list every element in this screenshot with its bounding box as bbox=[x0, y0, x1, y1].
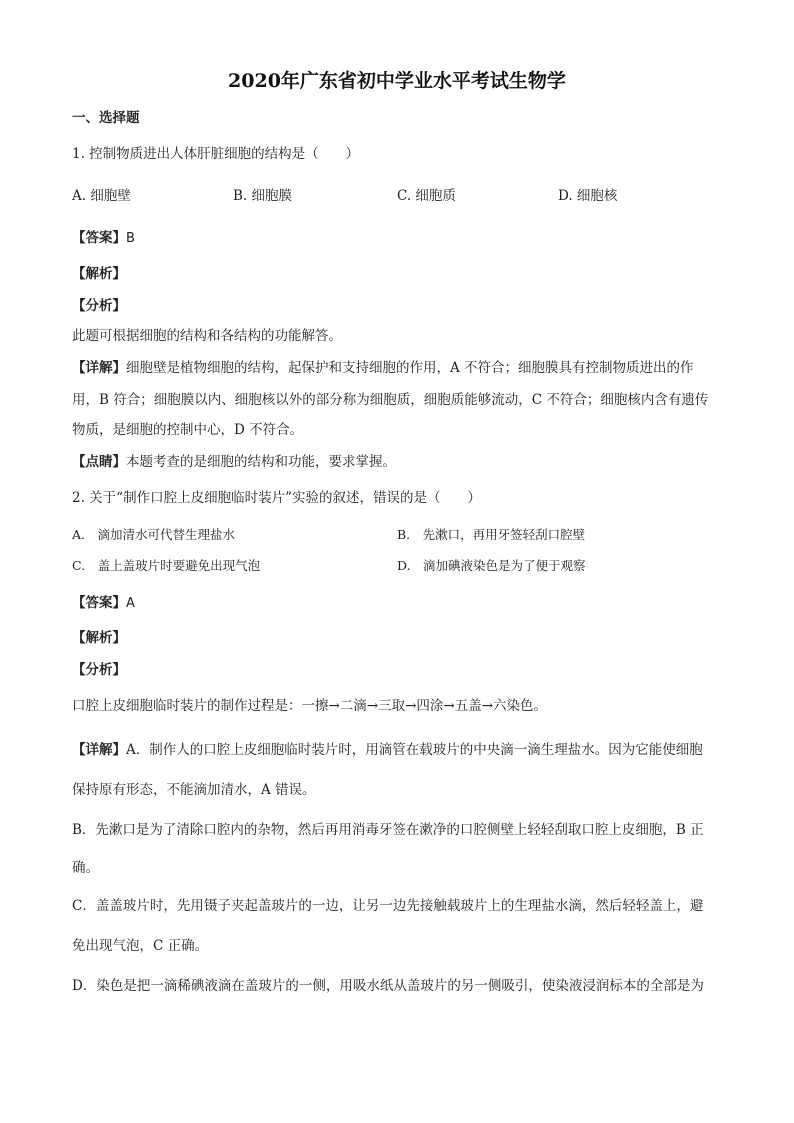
q1-detail-line-1: 【详解】细胞壁是植物细胞的结构，起保护和支持细胞的作用，A 不符合；细胞膜具有控制物质进出的作 bbox=[72, 360, 694, 376]
q2-fenxi-text: 口腔上皮细胞临时装片的制作过程是：一擦→二滴→三取→四涂→五盖→六染色。 bbox=[72, 698, 548, 714]
q1-detail-line-3: 物质，是细胞的控制中心，D 不符合。 bbox=[72, 422, 304, 438]
section-heading: 一、选择题 bbox=[72, 110, 140, 126]
q2-detail-a-line-1: 【详解】A．制作人的口腔上皮细胞临时装片时，用滴管在载玻片的中央滴一滴生理盐水。因为它能使细胞 bbox=[72, 742, 703, 758]
question-1-stem: 1. 控制物质进出人体肝脏细胞的结构是（ ） bbox=[72, 146, 360, 162]
q1-option-c: C. 细胞质 bbox=[397, 188, 456, 204]
q2-option-d: D. 滴加碘液染色是为了便于观察 bbox=[397, 558, 586, 573]
comment-tag: 【点睛】 bbox=[72, 454, 126, 470]
q2-option-c: C. 盖上盖玻片时要避免出现气泡 bbox=[72, 558, 261, 573]
q1-detail-line-2: 用，B 符合；细胞膜以内、细胞核以外的部分称为细胞质，细胞质能够流动，C 不符合；细胞核内含有遗传 bbox=[72, 392, 709, 408]
q2-analysis-tag: 【解析】 bbox=[72, 630, 126, 646]
q1-fenxi-text: 此题可根据细胞的结构和各结构的功能解答。 bbox=[72, 328, 342, 344]
q2-fenxi-tag: 【分析】 bbox=[72, 662, 126, 678]
q2-detail-b-line-2: 确。 bbox=[72, 860, 99, 876]
q1-option-a: A. 细胞壁 bbox=[72, 188, 131, 204]
answer-value: B bbox=[126, 231, 135, 246]
q2-detail-a-line-2: 保持原有形态，不能滴加清水，A 错误。 bbox=[72, 782, 316, 798]
q2-detail-c-line-1: C．盖盖玻片时，先用镊子夹起盖玻片的一边，让另一边先接触载玻片上的生理盐水滴，然后轻轻盖上，避 bbox=[72, 898, 704, 914]
q2-answer bbox=[72, 593, 722, 614]
answer-value: A bbox=[126, 596, 135, 611]
q2-detail-d-line-1: D．染色是把一滴稀碘液滴在盖玻片的一侧，用吸水纸从盖玻片的另一侧吸引，使染液浸润标本的全部是为 bbox=[72, 978, 704, 994]
q1-analysis-tag: 【解析】 bbox=[72, 266, 126, 282]
q1-option-d: D. 细胞核 bbox=[558, 188, 618, 204]
q1-answer bbox=[72, 228, 722, 249]
q1-option-b: B. 细胞膜 bbox=[233, 188, 293, 204]
answer-tag: 【答案】 bbox=[72, 595, 126, 611]
q2-option-b: B. 先漱口，再用牙签轻刮口腔壁 bbox=[397, 527, 586, 542]
q2-option-a: A. 滴加清水可代替生理盐水 bbox=[72, 527, 236, 542]
detail-tag: 【详解】 bbox=[72, 742, 126, 758]
q2-detail-b-line-1: B．先漱口是为了清除口腔内的杂物，然后再用消毒牙签在漱净的口腔侧壁上轻轻刮取口腔上皮细胞，B 正 bbox=[72, 822, 704, 838]
answer-tag: 【答案】 bbox=[72, 230, 126, 246]
question-2-stem: 2. 关于“制作口腔上皮细胞临时装片”实验的叙述，错误的是（ ） bbox=[72, 490, 481, 506]
q1-fenxi-tag: 【分析】 bbox=[72, 298, 126, 314]
page-title: 2020年广东省初中学业水平考试生物学 bbox=[228, 70, 566, 92]
q1-comment: 【点睛】本题考查的是细胞的结构和功能，要求掌握。 bbox=[72, 454, 396, 470]
q2-detail-c-line-2: 免出现气泡，C 正确。 bbox=[72, 938, 209, 954]
detail-tag: 【详解】 bbox=[72, 360, 126, 376]
